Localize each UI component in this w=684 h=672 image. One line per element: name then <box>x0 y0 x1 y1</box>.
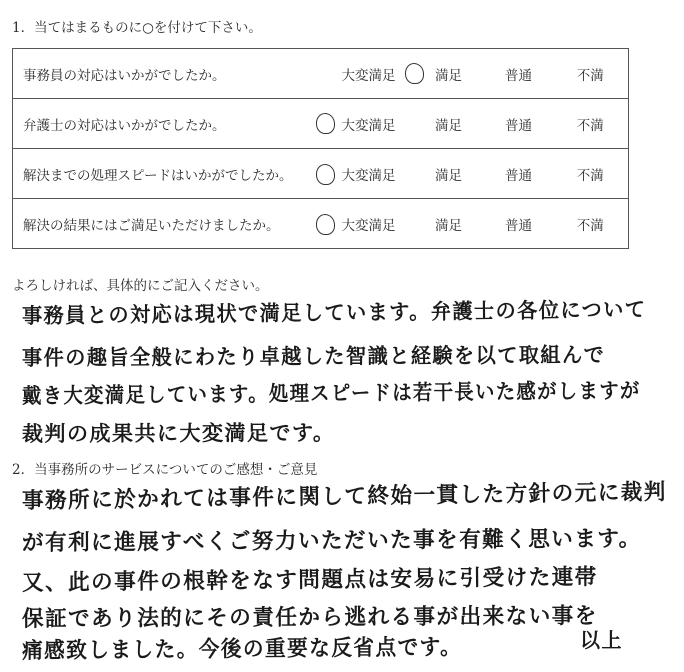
free-comment-prompt: よろしければ、具体的にご記入ください。 <box>12 278 269 294</box>
row-question: 弁護士の対応はいかがでしたか。 <box>13 99 325 149</box>
selected-circle-mark <box>316 214 335 235</box>
option-satisfied[interactable] <box>413 199 485 249</box>
option-very-satisfied[interactable] <box>325 149 413 199</box>
table-row <box>13 99 629 149</box>
option-label: 満足 <box>435 217 462 234</box>
handwritten-comment-line: 痛感致しました。今後の重要な反省点です。 <box>21 634 463 664</box>
handwritten-comment-line: 裁判の成果共に大変満足です。 <box>21 419 336 446</box>
option-satisfied[interactable] <box>413 49 485 99</box>
option-label: 満足 <box>435 117 462 134</box>
option-label: 不満 <box>576 217 604 234</box>
handwritten-comment-line: 事務員との対応は現状で満足しています。弁護士の各位について <box>21 296 647 328</box>
option-satisfied[interactable] <box>413 149 485 199</box>
option-label: 満足 <box>435 167 462 184</box>
table-row <box>13 199 629 249</box>
option-label: 大変満足 <box>341 167 396 184</box>
handwritten-comment-line: が有利に進展すべくご努力いただいた事を有難く思います。 <box>21 525 642 556</box>
question-1-title: 1．当てはまるものに○を付けて下さい。 <box>12 20 262 36</box>
option-label: 満足 <box>435 67 462 84</box>
option-normal[interactable] <box>485 149 553 199</box>
option-dissatisfied[interactable] <box>553 199 629 249</box>
handwritten-comment-line: 事件の趣旨全般にわたり卓越した智識と経験を以て取組んで <box>21 341 606 370</box>
table-row <box>13 149 629 199</box>
satisfaction-table <box>12 48 629 249</box>
signoff-text: 以上 <box>580 628 623 652</box>
option-normal[interactable] <box>485 99 553 149</box>
option-normal[interactable] <box>485 49 553 99</box>
row-question: 事務員の対応はいかがでしたか。 <box>13 49 325 99</box>
selected-circle-mark <box>316 113 335 134</box>
option-label: 普通 <box>505 167 532 184</box>
option-dissatisfied[interactable] <box>553 99 629 149</box>
handwritten-comment-line: 事務所に於かれては事件に関して終始一貫した方針の元に裁判 <box>21 478 667 514</box>
option-label: 大変満足 <box>341 117 396 134</box>
handwritten-comment-line: 保証であり法的にその責任から逃れる事が出来ない事を <box>21 602 598 632</box>
option-label: 普通 <box>505 217 532 234</box>
option-label: 不満 <box>576 117 604 134</box>
table-row <box>13 49 629 99</box>
handwritten-comment-line: 又、此の事件の根幹をなす問題点は安易に引受けた連帯 <box>21 563 598 596</box>
option-very-satisfied[interactable] <box>325 49 413 99</box>
option-very-satisfied[interactable] <box>325 99 413 149</box>
option-label: 不満 <box>576 67 604 84</box>
option-dissatisfied[interactable] <box>553 49 629 99</box>
option-normal[interactable] <box>485 199 553 249</box>
option-very-satisfied[interactable] <box>325 199 413 249</box>
row-question: 解決までの処理スピードはいかがでしたか。 <box>13 149 325 199</box>
row-question: 解決の結果にはご満足いただけましたか。 <box>13 199 325 249</box>
selected-circle-mark <box>405 63 424 84</box>
option-satisfied[interactable] <box>413 99 485 149</box>
handwritten-comment-line: 戴き大変満足しています。処理スピードは若干長いた感がしますが <box>21 377 641 408</box>
question-2-title: 2．当事務所のサービスについてのご感想・ご意見 <box>12 462 318 478</box>
option-dissatisfied[interactable] <box>553 149 629 199</box>
option-label: 大変満足 <box>341 67 396 84</box>
option-label: 普通 <box>505 117 532 134</box>
option-label: 不満 <box>576 167 604 184</box>
option-label: 普通 <box>505 67 532 84</box>
option-label: 大変満足 <box>341 217 396 234</box>
selected-circle-mark <box>316 164 335 185</box>
